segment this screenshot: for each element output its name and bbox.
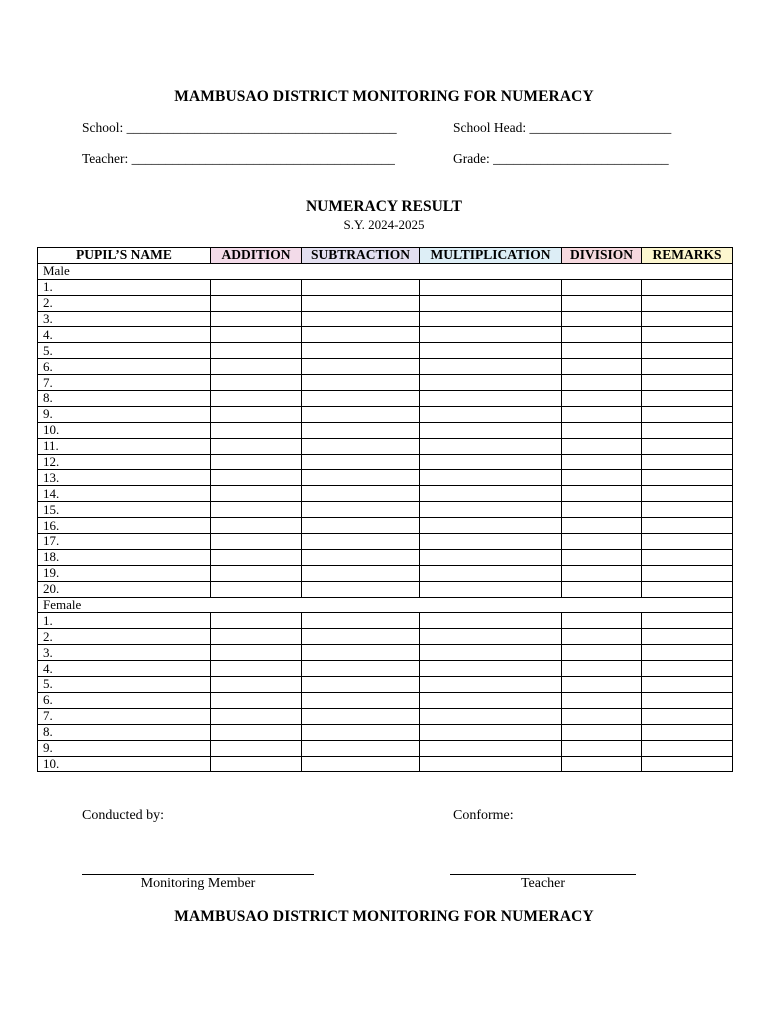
score-cell[interactable] <box>562 645 642 661</box>
grade-field: Grade: __________________________ <box>453 151 669 166</box>
score-cell[interactable] <box>642 486 733 502</box>
score-cell[interactable] <box>420 581 562 597</box>
row-number: 7. <box>38 375 211 391</box>
score-cell[interactable] <box>420 692 562 708</box>
score-cell[interactable] <box>642 406 733 422</box>
score-cell[interactable] <box>420 549 562 565</box>
score-cell[interactable] <box>211 406 302 422</box>
table-row <box>38 692 733 708</box>
score-cell[interactable] <box>420 677 562 693</box>
table-header-row <box>38 248 733 264</box>
score-cell[interactable] <box>211 470 302 486</box>
numeracy-result-table <box>37 247 733 772</box>
score-cell[interactable] <box>642 502 733 518</box>
table-row <box>38 502 733 518</box>
score-cell[interactable] <box>420 438 562 454</box>
table-row <box>38 629 733 645</box>
score-cell[interactable] <box>211 724 302 740</box>
score-cell[interactable] <box>302 406 420 422</box>
monitoring-member-label: Monitoring Member <box>140 876 256 891</box>
score-cell[interactable] <box>642 740 733 756</box>
score-cell[interactable] <box>642 375 733 391</box>
score-cell[interactable] <box>302 740 420 756</box>
group-label: Male <box>38 263 733 279</box>
conforme-label: Conforme: <box>453 808 514 823</box>
score-cell[interactable] <box>302 486 420 502</box>
table-row <box>38 581 733 597</box>
score-cell[interactable] <box>211 534 302 550</box>
score-cell[interactable] <box>211 422 302 438</box>
monitoring-member-signature-line <box>82 874 314 875</box>
score-cell[interactable] <box>302 311 420 327</box>
school-head-field: School Head: _____________________ <box>453 120 672 135</box>
score-cell[interactable] <box>562 391 642 407</box>
column-header-subtraction: SUBTRACTION <box>302 248 420 264</box>
column-header-division: DIVISION <box>562 248 642 264</box>
score-cell[interactable] <box>562 534 642 550</box>
table-row <box>38 375 733 391</box>
score-cell[interactable] <box>302 391 420 407</box>
score-cell[interactable] <box>211 327 302 343</box>
score-cell[interactable] <box>642 438 733 454</box>
group-row <box>38 263 733 279</box>
score-cell[interactable] <box>302 518 420 534</box>
score-cell[interactable] <box>562 422 642 438</box>
score-cell[interactable] <box>642 534 733 550</box>
row-number: 18. <box>38 549 211 565</box>
score-cell[interactable] <box>211 629 302 645</box>
row-number: 2. <box>38 295 211 311</box>
row-number: 16. <box>38 518 211 534</box>
score-cell[interactable] <box>562 502 642 518</box>
score-cell[interactable] <box>420 486 562 502</box>
score-cell[interactable] <box>420 406 562 422</box>
score-cell[interactable] <box>562 327 642 343</box>
table-row <box>38 740 733 756</box>
row-number: 14. <box>38 486 211 502</box>
score-cell[interactable] <box>420 359 562 375</box>
row-number: 7. <box>38 708 211 724</box>
score-cell[interactable] <box>211 454 302 470</box>
row-number: 9. <box>38 406 211 422</box>
score-cell[interactable] <box>642 454 733 470</box>
score-cell[interactable] <box>562 343 642 359</box>
table-row <box>38 279 733 295</box>
score-cell[interactable] <box>642 692 733 708</box>
score-cell[interactable] <box>562 724 642 740</box>
score-cell[interactable] <box>420 327 562 343</box>
score-cell[interactable] <box>211 359 302 375</box>
score-cell[interactable] <box>642 613 733 629</box>
score-cell[interactable] <box>420 279 562 295</box>
score-cell[interactable] <box>420 343 562 359</box>
score-cell[interactable] <box>420 391 562 407</box>
score-cell[interactable] <box>302 295 420 311</box>
score-cell[interactable] <box>562 438 642 454</box>
score-cell[interactable] <box>562 470 642 486</box>
score-cell[interactable] <box>562 279 642 295</box>
row-number: 13. <box>38 470 211 486</box>
score-cell[interactable] <box>302 359 420 375</box>
score-cell[interactable] <box>562 677 642 693</box>
score-cell[interactable] <box>642 645 733 661</box>
score-cell[interactable] <box>302 661 420 677</box>
table-row <box>38 486 733 502</box>
score-cell[interactable] <box>642 677 733 693</box>
score-cell[interactable] <box>211 740 302 756</box>
score-cell[interactable] <box>562 756 642 772</box>
table-row <box>38 677 733 693</box>
column-header-pupil-name: PUPIL’S NAME <box>38 248 211 264</box>
score-cell[interactable] <box>642 343 733 359</box>
teacher-signature-line <box>450 874 636 875</box>
score-cell[interactable] <box>302 613 420 629</box>
column-header-remarks: REMARKS <box>642 248 733 264</box>
row-number: 19. <box>38 565 211 581</box>
score-cell[interactable] <box>562 406 642 422</box>
score-cell[interactable] <box>302 645 420 661</box>
score-cell[interactable] <box>302 438 420 454</box>
column-header-addition: ADDITION <box>211 248 302 264</box>
score-cell[interactable] <box>642 279 733 295</box>
score-cell[interactable] <box>420 454 562 470</box>
score-cell[interactable] <box>211 279 302 295</box>
score-cell[interactable] <box>420 470 562 486</box>
score-cell[interactable] <box>562 613 642 629</box>
score-cell[interactable] <box>302 375 420 391</box>
score-cell[interactable] <box>562 549 642 565</box>
table-row <box>38 470 733 486</box>
row-number: 4. <box>38 661 211 677</box>
score-cell[interactable] <box>420 724 562 740</box>
score-cell[interactable] <box>420 661 562 677</box>
score-cell[interactable] <box>420 518 562 534</box>
score-cell[interactable] <box>562 629 642 645</box>
score-cell[interactable] <box>420 295 562 311</box>
score-cell[interactable] <box>562 295 642 311</box>
score-cell[interactable] <box>562 740 642 756</box>
footer-title: MAMBUSAO DISTRICT MONITORING FOR NUMERACY <box>174 908 594 925</box>
score-cell[interactable] <box>420 534 562 550</box>
result-heading <box>0 198 768 233</box>
score-cell[interactable] <box>562 708 642 724</box>
teacher-field: Teacher: _______________________________________ <box>82 151 395 166</box>
school-year: S.Y. 2024-2025 <box>343 217 425 232</box>
row-number: 5. <box>38 677 211 693</box>
table-row <box>38 756 733 772</box>
score-cell[interactable] <box>562 311 642 327</box>
score-cell[interactable] <box>211 343 302 359</box>
score-cell[interactable] <box>211 375 302 391</box>
row-number: 8. <box>38 724 211 740</box>
conducted-by-label: Conducted by: <box>82 808 165 823</box>
score-cell[interactable] <box>642 724 733 740</box>
teacher-label: Teacher <box>520 876 566 891</box>
row-number: 6. <box>38 692 211 708</box>
row-number: 3. <box>38 311 211 327</box>
score-cell[interactable] <box>302 534 420 550</box>
score-cell[interactable] <box>211 486 302 502</box>
table-row <box>38 391 733 407</box>
score-cell[interactable] <box>562 454 642 470</box>
score-cell[interactable] <box>420 708 562 724</box>
score-cell[interactable] <box>211 661 302 677</box>
score-cell[interactable] <box>642 549 733 565</box>
table-row <box>38 327 733 343</box>
table-row <box>38 438 733 454</box>
row-number: 6. <box>38 359 211 375</box>
score-cell[interactable] <box>642 756 733 772</box>
table-row <box>38 549 733 565</box>
score-cell[interactable] <box>302 279 420 295</box>
table-row <box>38 661 733 677</box>
row-number: 20. <box>38 581 211 597</box>
score-cell[interactable] <box>302 549 420 565</box>
row-number: 3. <box>38 645 211 661</box>
score-cell[interactable] <box>211 549 302 565</box>
score-cell[interactable] <box>642 327 733 343</box>
table-row <box>38 343 733 359</box>
score-cell[interactable] <box>642 422 733 438</box>
score-cell[interactable] <box>642 708 733 724</box>
score-cell[interactable] <box>420 502 562 518</box>
score-cell[interactable] <box>642 359 733 375</box>
score-cell[interactable] <box>642 661 733 677</box>
group-row <box>38 597 733 613</box>
score-cell[interactable] <box>642 518 733 534</box>
score-cell[interactable] <box>302 724 420 740</box>
score-cell[interactable] <box>420 629 562 645</box>
score-cell[interactable] <box>211 708 302 724</box>
score-cell[interactable] <box>302 581 420 597</box>
table-row <box>38 534 733 550</box>
score-cell[interactable] <box>302 677 420 693</box>
score-cell[interactable] <box>302 470 420 486</box>
score-cell[interactable] <box>562 565 642 581</box>
score-cell[interactable] <box>562 581 642 597</box>
table-row <box>38 295 733 311</box>
table-row <box>38 565 733 581</box>
score-cell[interactable] <box>642 629 733 645</box>
score-cell[interactable] <box>562 692 642 708</box>
row-number: 2. <box>38 629 211 645</box>
score-cell[interactable] <box>302 454 420 470</box>
score-cell[interactable] <box>211 581 302 597</box>
table-row <box>38 724 733 740</box>
score-cell[interactable] <box>211 391 302 407</box>
row-number: 17. <box>38 534 211 550</box>
column-header-multiplication: MULTIPLICATION <box>420 248 562 264</box>
row-number: 10. <box>38 422 211 438</box>
score-cell[interactable] <box>211 677 302 693</box>
school-field: School: ________________________________________ <box>82 120 397 135</box>
row-number: 1. <box>38 279 211 295</box>
score-cell[interactable] <box>302 327 420 343</box>
score-cell[interactable] <box>211 311 302 327</box>
score-cell[interactable] <box>302 692 420 708</box>
row-number: 11. <box>38 438 211 454</box>
table-row <box>38 708 733 724</box>
score-cell[interactable] <box>562 486 642 502</box>
score-cell[interactable] <box>420 740 562 756</box>
score-cell[interactable] <box>302 629 420 645</box>
score-cell[interactable] <box>562 375 642 391</box>
score-cell[interactable] <box>420 375 562 391</box>
score-cell[interactable] <box>562 359 642 375</box>
row-number: 8. <box>38 391 211 407</box>
score-cell[interactable] <box>211 645 302 661</box>
score-cell[interactable] <box>302 422 420 438</box>
row-number: 4. <box>38 327 211 343</box>
row-number: 9. <box>38 740 211 756</box>
score-cell[interactable] <box>642 470 733 486</box>
document-title: MAMBUSAO DISTRICT MONITORING FOR NUMERACY <box>174 88 594 105</box>
score-cell[interactable] <box>642 581 733 597</box>
score-cell[interactable] <box>211 756 302 772</box>
row-number: 1. <box>38 613 211 629</box>
score-cell[interactable] <box>211 692 302 708</box>
score-cell[interactable] <box>302 565 420 581</box>
score-cell[interactable] <box>420 756 562 772</box>
table-row <box>38 359 733 375</box>
numeracy-result-title: NUMERACY RESULT <box>305 198 463 215</box>
score-cell[interactable] <box>562 518 642 534</box>
table-row <box>38 645 733 661</box>
score-cell[interactable] <box>420 311 562 327</box>
score-cell[interactable] <box>211 518 302 534</box>
score-cell[interactable] <box>211 295 302 311</box>
row-number: 10. <box>38 756 211 772</box>
score-cell[interactable] <box>211 565 302 581</box>
score-cell[interactable] <box>642 391 733 407</box>
group-label: Female <box>38 597 733 613</box>
score-cell[interactable] <box>302 756 420 772</box>
score-cell[interactable] <box>302 502 420 518</box>
score-cell[interactable] <box>562 661 642 677</box>
score-cell[interactable] <box>420 613 562 629</box>
table-row <box>38 406 733 422</box>
score-cell[interactable] <box>420 645 562 661</box>
score-cell[interactable] <box>211 438 302 454</box>
table-body <box>38 263 733 772</box>
score-cell[interactable] <box>211 613 302 629</box>
score-cell[interactable] <box>642 565 733 581</box>
score-cell[interactable] <box>420 565 562 581</box>
table-row <box>38 613 733 629</box>
row-number: 5. <box>38 343 211 359</box>
score-cell[interactable] <box>302 708 420 724</box>
table-row <box>38 311 733 327</box>
score-cell[interactable] <box>642 295 733 311</box>
table-row <box>38 518 733 534</box>
table-row <box>38 422 733 438</box>
score-cell[interactable] <box>420 422 562 438</box>
table-row <box>38 454 733 470</box>
score-cell[interactable] <box>302 343 420 359</box>
row-number: 12. <box>38 454 211 470</box>
row-number: 15. <box>38 502 211 518</box>
score-cell[interactable] <box>211 502 302 518</box>
score-cell[interactable] <box>642 311 733 327</box>
